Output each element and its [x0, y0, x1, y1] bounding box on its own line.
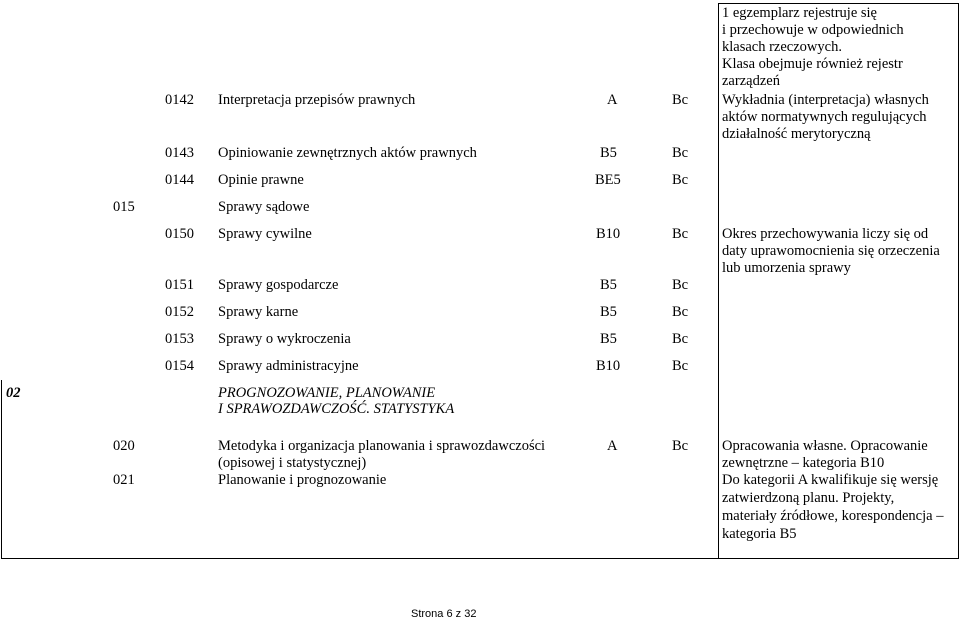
- row-title: Sprawy sądowe: [218, 199, 310, 215]
- row-note: Wykładnia (interpretacja) własnych: [722, 92, 929, 108]
- row-category: A: [607, 92, 618, 108]
- row-note: lub umorzenia sprawy: [722, 260, 851, 276]
- row-category-other: Bc: [672, 331, 689, 347]
- row-category: B5: [600, 145, 617, 161]
- row-category: BE5: [595, 172, 621, 188]
- row-category: B10: [596, 358, 621, 374]
- row-title: Sprawy karne: [218, 304, 299, 320]
- row-title: I SPRAWOZDAWCZOŚĆ. STATYSTYKA: [218, 401, 455, 417]
- row-title: Sprawy gospodarcze: [218, 277, 339, 293]
- row-code: 0153: [165, 331, 194, 347]
- row-title: Opiniowanie zewnętrznych aktów prawnych: [218, 145, 477, 161]
- row-note: Opracowania własne. Opracowanie: [722, 438, 928, 454]
- row-category: B5: [600, 277, 617, 293]
- row-code: 02: [6, 385, 21, 401]
- row-category: B10: [596, 226, 621, 242]
- row-category-other: Bc: [672, 226, 689, 242]
- note-line: 1 egzemplarz rejestruje się: [722, 5, 877, 21]
- row-note: materiały źródłowe, korespondencja –: [722, 508, 944, 524]
- row-category-other: Bc: [672, 172, 689, 188]
- row-category: B5: [600, 331, 617, 347]
- row-note: Okres przechowywania liczy się od: [722, 226, 929, 242]
- grid-line-remarks-left: [718, 3, 719, 558]
- row-category-other: Bc: [672, 358, 689, 374]
- row-title: Opinie prawne: [218, 172, 304, 188]
- row-code: 020: [113, 438, 135, 454]
- grid-line-bottom: [1, 558, 959, 559]
- row-note: zatwierdzoną planu. Projekty,: [722, 490, 895, 506]
- row-note: działalność merytoryczną: [722, 126, 871, 142]
- row-category-other: Bc: [672, 304, 689, 320]
- row-category: B5: [600, 304, 617, 320]
- row-code: 0144: [165, 172, 194, 188]
- note-line: klasach rzeczowych.: [722, 39, 842, 55]
- row-category: A: [607, 438, 618, 454]
- row-note: aktów normatywnych regulujących: [722, 109, 927, 125]
- row-title: Planowanie i prognozowanie: [218, 472, 387, 488]
- row-note: kategoria B5: [722, 526, 797, 542]
- row-category-other: Bc: [672, 145, 689, 161]
- row-code: 021: [113, 472, 135, 488]
- row-title: (opisowej i statystycznej): [218, 455, 367, 471]
- row-title: Metodyka i organizacja planowania i sprawozdawczości: [218, 438, 546, 454]
- grid-line-right: [958, 3, 959, 558]
- row-title: PROGNOZOWANIE, PLANOWANIE: [218, 385, 436, 401]
- note-line: zarządzeń: [722, 73, 780, 89]
- row-note: zewnętrzne – kategoria B10: [722, 455, 885, 471]
- page-number: Strona 6 z 32: [411, 608, 477, 620]
- row-title: Interpretacja przepisów prawnych: [218, 92, 416, 108]
- row-category-other: Bc: [672, 277, 689, 293]
- row-code: 015: [113, 199, 135, 215]
- row-category-other: Bc: [672, 92, 689, 108]
- note-line: Klasa obejmuje również rejestr: [722, 56, 903, 72]
- row-code: 0152: [165, 304, 194, 320]
- row-title: Sprawy administracyjne: [218, 358, 359, 374]
- row-code: 0151: [165, 277, 194, 293]
- note-line: i przechowuje w odpowiednich: [722, 22, 904, 38]
- row-title: Sprawy o wykroczenia: [218, 331, 351, 347]
- grid-line-left: [1, 380, 2, 558]
- row-code: 0150: [165, 226, 194, 242]
- row-code: 0142: [165, 92, 194, 108]
- row-title: Sprawy cywilne: [218, 226, 312, 242]
- row-code: 0154: [165, 358, 194, 374]
- row-note: Do kategorii A kwalifikuje się wersję: [722, 472, 939, 488]
- row-note: daty uprawomocnienia się orzeczenia: [722, 243, 940, 259]
- row-code: 0143: [165, 145, 194, 161]
- row-category-other: Bc: [672, 438, 689, 454]
